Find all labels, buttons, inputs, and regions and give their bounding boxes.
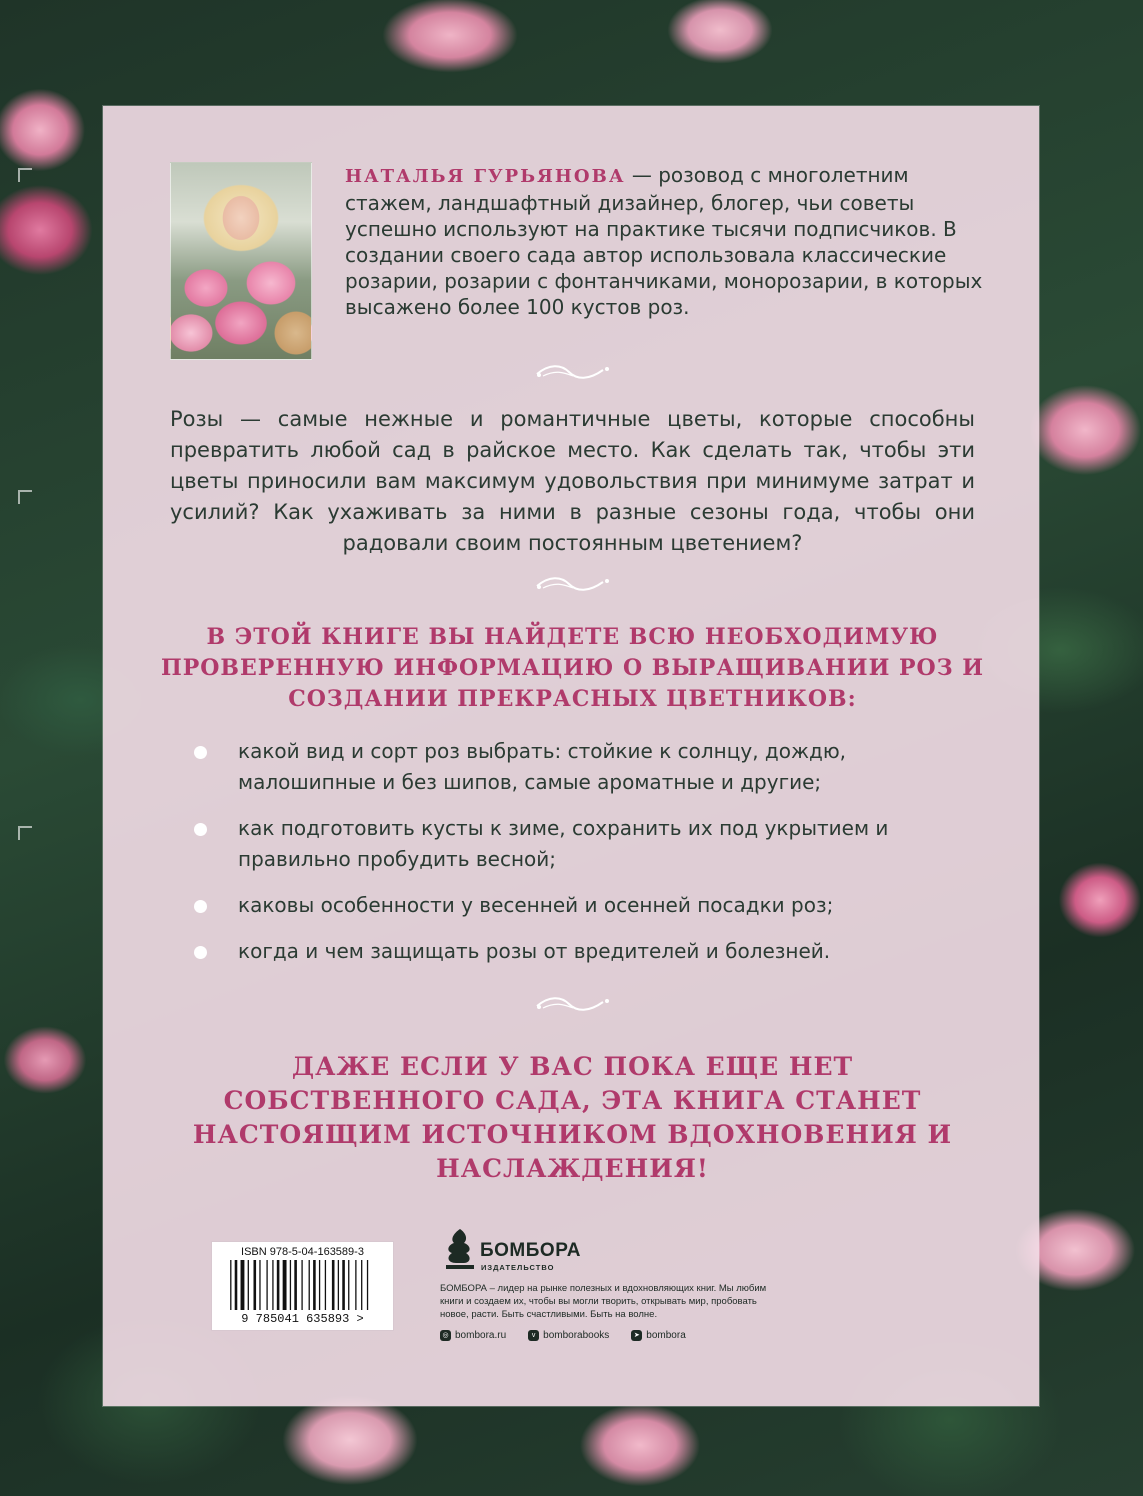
barcode-bar bbox=[313, 1260, 316, 1310]
barcode-bar bbox=[230, 1260, 231, 1310]
list-item bbox=[190, 890, 950, 921]
list-item bbox=[190, 813, 950, 875]
bombora-logo-icon bbox=[440, 1225, 480, 1273]
barcode-bar bbox=[355, 1260, 356, 1310]
publisher-description: БОМБОРА – лидер на рынке полезных и вдохновляющих книг. Мы любим книги и создаем их, чтобы вы могли творить, открывать мир, пробовать новое, расти. Быть счастливыми. Быть на волне. bbox=[440, 1283, 767, 1320]
author-name: НАТАЛЬЯ ГУРЬЯНОВА bbox=[345, 166, 626, 187]
flourish-ornament-icon bbox=[533, 992, 613, 1016]
barcode-bar bbox=[259, 1260, 260, 1310]
barcode-bar bbox=[253, 1260, 256, 1310]
social-link[interactable] bbox=[440, 1330, 506, 1341]
barcode-bar bbox=[338, 1260, 339, 1310]
publisher-name: БОМБОРА bbox=[480, 1240, 581, 1261]
vk-icon: v bbox=[528, 1330, 539, 1341]
barcode-bar bbox=[309, 1260, 310, 1310]
author-bio bbox=[345, 162, 985, 320]
publisher-subtitle: ИЗДАТЕЛЬСТВО bbox=[481, 1263, 555, 1272]
intro-paragraph: Розы — самые нежные и романтичные цветы, которые способны превратить любой сад в райское место. Как сделать так, чтобы эти цветы приносили вам максимум удовольствия при минимуме затрат и усилий? Как ухаживать за ними в разные сезоны года, чтобы они радовали своим постоянным цветением? bbox=[170, 407, 975, 555]
barcode-bar bbox=[290, 1260, 291, 1310]
list-item-text: каковы особенности у весенней и осенней посадки роз; bbox=[238, 893, 834, 917]
bullet-icon bbox=[194, 746, 207, 759]
barcode-bar bbox=[367, 1260, 368, 1310]
barcode-bar bbox=[235, 1260, 238, 1310]
headline-book-contents: В ЭТОЙ КНИГЕ ВЫ НАЙДЕТЕ ВСЮ НЕОБХОДИМУЮ ПРОВЕРЕННУЮ ИНФОРМАЦИЮ О ВЫРАЩИВАНИИ РОЗ И СОЗДАНИИ ПРЕКРАСНЫХ ЦВЕТНИКОВ: bbox=[160, 624, 985, 712]
flourish-ornament-icon bbox=[533, 360, 613, 384]
barcode-bar bbox=[319, 1260, 320, 1310]
barcode-bar bbox=[325, 1260, 326, 1310]
barcode-bar bbox=[301, 1260, 302, 1310]
barcode-bar bbox=[348, 1260, 349, 1310]
barcode-bar bbox=[342, 1260, 345, 1310]
list-item bbox=[190, 736, 950, 798]
social-label: bombora bbox=[646, 1330, 686, 1341]
bullet-icon bbox=[194, 823, 207, 836]
social-link[interactable] bbox=[528, 1330, 609, 1341]
barcode-bar bbox=[277, 1260, 280, 1310]
barcode-bar bbox=[294, 1260, 297, 1310]
bullet-icon bbox=[194, 900, 207, 913]
barcode-bar bbox=[361, 1260, 362, 1310]
list-item-text: как подготовить кусты к зиме, сохранить их под укрытием и правильно пробудить весной; bbox=[238, 816, 889, 871]
telegram-icon: ➤ bbox=[631, 1330, 642, 1341]
crop-mark bbox=[18, 826, 32, 840]
barcode-bar bbox=[241, 1260, 245, 1310]
feature-list bbox=[190, 736, 950, 982]
publisher-socials bbox=[440, 1330, 800, 1341]
flourish-ornament-icon bbox=[533, 572, 613, 596]
barcode-bar bbox=[266, 1260, 267, 1310]
social-link[interactable] bbox=[631, 1330, 685, 1341]
barcode-bar bbox=[248, 1260, 249, 1310]
barcode-bar bbox=[283, 1260, 287, 1310]
crop-mark bbox=[18, 490, 32, 504]
barcode-bar bbox=[332, 1260, 335, 1310]
crop-mark bbox=[18, 168, 32, 182]
social-label: bombora.ru bbox=[455, 1330, 507, 1341]
barcode-bars bbox=[228, 1260, 390, 1310]
list-item-text: когда и чем защищать розы от вредителей и болезней. bbox=[238, 939, 831, 963]
globe-icon: ◎ bbox=[440, 1330, 451, 1341]
headline-closing: ДАЖЕ ЕСЛИ У ВАС ПОКА ЕЩЕ НЕТ СОБСТВЕННОГО САДА, ЭТА КНИГА СТАНЕТ НАСТОЯЩИМ ИСТОЧНИКОМ ВДОХНОВЕНИЯ И НАСЛАЖДЕНИЯ! bbox=[192, 1052, 953, 1183]
barcode-bar bbox=[272, 1260, 273, 1310]
bullet-icon bbox=[194, 946, 207, 959]
list-item bbox=[190, 936, 950, 967]
barcode-digits: 9 785041 635893 > bbox=[241, 1312, 364, 1326]
isbn-label: ISBN 978-5-04-163589-3 bbox=[241, 1246, 364, 1258]
isbn-barcode bbox=[211, 1241, 394, 1331]
author-bio-text: — розовод с многолетним стажем, ландшафтный дизайнер, блогер, чьи советы успешно используют на практике тысячи подписчиков. В создании своего сада автор использовала классические розарии, розарии с фонтанчиками, монорозарии, в которых высажено более 100 кустов роз. bbox=[345, 163, 983, 319]
list-item-text: какой вид и сорт роз выбрать: стойкие к солнцу, дождю, малошипные и без шипов, самые ароматные и другие; bbox=[238, 739, 847, 794]
social-label: bomborabooks bbox=[543, 1330, 610, 1341]
author-photo bbox=[170, 162, 312, 360]
